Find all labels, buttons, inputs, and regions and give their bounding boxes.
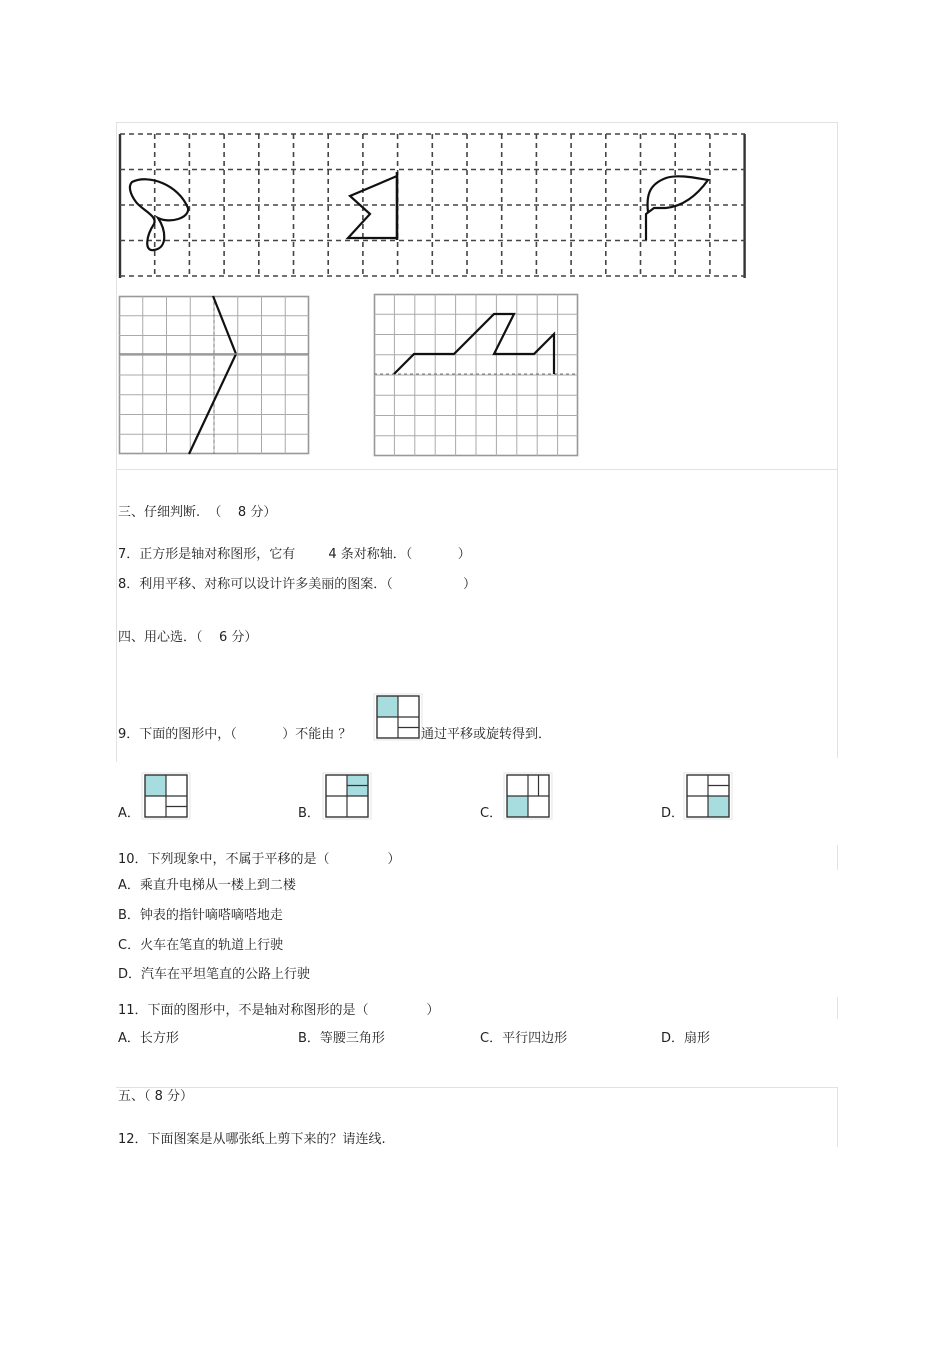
q10-option-c: C．火车在笔直的轨道上行驶 (118, 938, 284, 953)
question-9-suffix: 通过平移或旋转得到． (421, 727, 552, 742)
filled-cell (377, 696, 398, 717)
filled-cell (145, 775, 166, 796)
q9-option-a-label: A． (118, 806, 140, 821)
filled-cell (507, 796, 528, 817)
question-9-figure (374, 694, 420, 740)
q9-option-a-figure (142, 773, 190, 819)
dashed-symmetry-grid (118, 132, 746, 280)
q9-option-c-label: C． (480, 806, 503, 821)
question-11: 11．下面的图形中，不是轴对称图形的是（ ） (118, 1003, 440, 1018)
q11-option-a: A．长方形 (118, 1031, 179, 1046)
q10-option-a: A．乘直升电梯从一楼上到二楼 (118, 878, 296, 893)
question-10: 10．下列现象中，不属于平移的是（ ） (118, 852, 401, 867)
question-12: 12．下面图案是从哪张纸上剪下来的？请连线. (118, 1132, 386, 1147)
section5-heading: 五、（ 8 分） (118, 1089, 194, 1104)
zigzag-shape (348, 176, 397, 238)
translation-grid (374, 294, 578, 456)
frame-right-2 (837, 845, 838, 870)
leaf-stem (646, 208, 666, 240)
frame-sec5-right (837, 1087, 838, 1147)
section4-heading: 四、用心选．（ 6 分） (118, 630, 258, 645)
q10-option-d: D．汽车在平坦笔直的公路上行驶 (118, 967, 311, 982)
question-8: 8．利用平移、对称可以设计许多美丽的图案．（ ） (118, 577, 477, 592)
section3-heading: 三、仔细判断. （ 8 分） (118, 505, 277, 520)
rotation-grid (119, 296, 309, 454)
translation-figure (394, 314, 554, 374)
question-9-prefix: 9．下面的图形中，（ ）不能由 ？ (118, 727, 352, 742)
q11-option-c: C．平行四边形 (480, 1031, 568, 1046)
frame-divider (116, 469, 838, 470)
q11-option-b: B．等腰三角形 (298, 1031, 385, 1046)
frame-left (116, 122, 117, 762)
half-heart-shape (130, 179, 188, 250)
leaf-shape (648, 176, 708, 212)
frame-top (116, 122, 838, 123)
q9-option-d-label: D． (661, 806, 685, 821)
q10-option-b: B．钟表的指针嘀嗒嘀嗒地走 (118, 908, 283, 923)
q11-option-d: D．扇形 (661, 1031, 711, 1046)
q9-option-b-label: B． (298, 806, 320, 821)
q9-option-b-figure (323, 773, 371, 819)
q9-option-c-figure (504, 773, 552, 819)
filled-cell (708, 796, 729, 817)
frame-right-3 (837, 997, 838, 1019)
frame-right (837, 122, 838, 758)
q9-option-d-figure (684, 773, 732, 819)
question-7: 7．正方形是轴对称图形，它有 4 条对称轴．（ ） (118, 547, 471, 562)
frame-sec5-top (116, 1087, 838, 1088)
